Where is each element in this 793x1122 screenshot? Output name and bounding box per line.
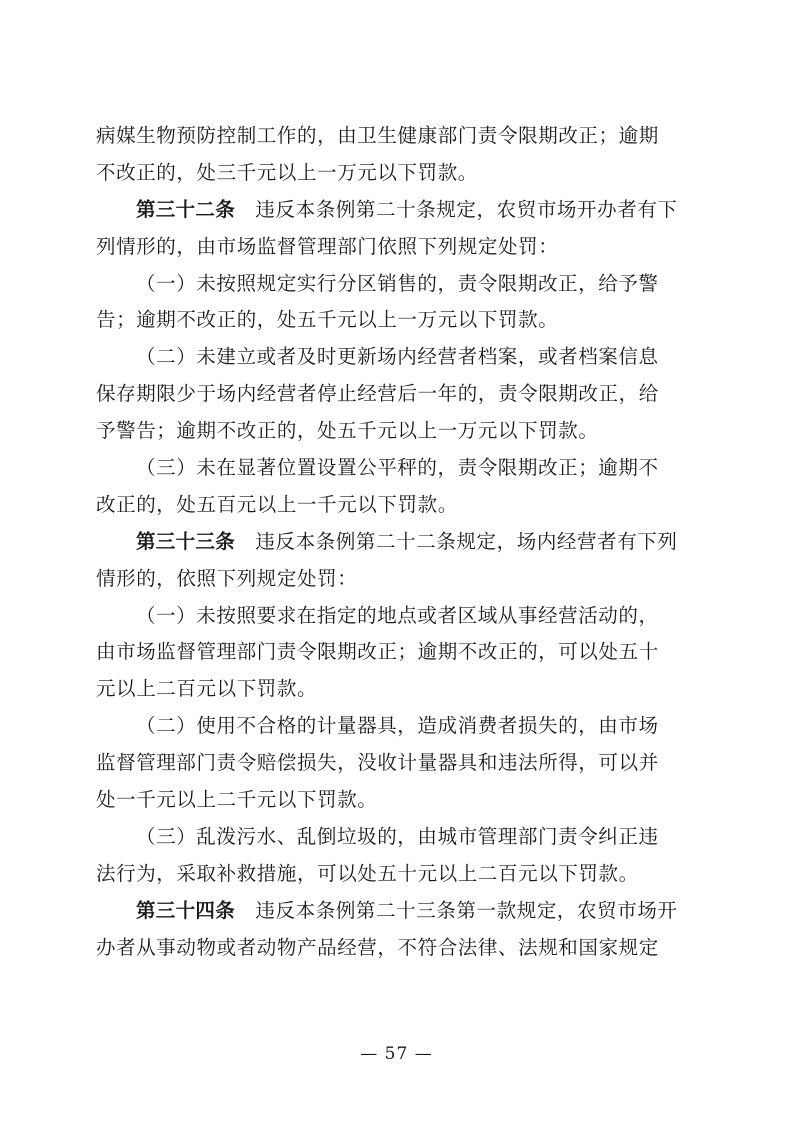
- article-33-start: [96, 524, 696, 561]
- line-text: 违反本条例第二十二条规定，场内经营者有下列: [255, 529, 678, 553]
- line-text: 不改正的，处三千元以上一万元以下罚款。: [96, 160, 478, 184]
- line-text: 违反本条例第二十条规定，农贸市场开办者有下: [255, 197, 678, 221]
- line-text: 元以上二百元以下罚款。: [96, 677, 318, 701]
- text-line: [96, 634, 696, 671]
- article-heading: 第三十二条: [136, 197, 236, 221]
- line-text: （一）未按照要求在指定的地点或者区域从事经营活动的，: [136, 603, 659, 627]
- line-text: 列情形的，由市场监督管理部门依照下列规定处罚：: [96, 234, 559, 258]
- text-line: [96, 671, 696, 708]
- article-heading: 第三十四条: [136, 898, 236, 922]
- line-text: （二）使用不合格的计量器具，造成消费者损失的，由市场: [136, 714, 659, 738]
- line-text: 由市场监督管理部门责令限期改正；逾期不改正的，可以处五十: [96, 640, 659, 664]
- text-line: [96, 819, 696, 856]
- text-line: [96, 708, 696, 745]
- text-line: [96, 266, 696, 303]
- line-text: （二）未建立或者及时更新场内经营者档案，或者档案信息: [136, 345, 659, 369]
- line-text: 告；逾期不改正的，处五千元以上一万元以下罚款。: [96, 308, 559, 332]
- text-line: [96, 782, 696, 819]
- text-line: [96, 598, 696, 635]
- line-text: （三）未在显著位置设置公平秤的，责令限期改正；逾期不: [136, 456, 659, 480]
- text-line: [96, 413, 696, 450]
- text-line: [96, 450, 696, 487]
- line-text: 保存期限少于场内经营者停止经营后一年的，责令限期改正，给: [96, 382, 659, 406]
- line-text: 予警告；逾期不改正的，处五千元以上一万元以下罚款。: [96, 419, 599, 443]
- text-line: [96, 376, 696, 413]
- line-text: 情形的，依照下列规定处罚：: [96, 566, 358, 590]
- line-text: 违反本条例第二十三条第一款规定，农贸市场开: [255, 898, 678, 922]
- article-34-start: [96, 893, 696, 930]
- line-text: （三）乱泼污水、乱倒垃圾的，由城市管理部门责令纠正违: [136, 824, 659, 848]
- text-line: [96, 856, 696, 893]
- text-line: [96, 155, 696, 192]
- text-line: [96, 339, 696, 376]
- text-line: [96, 487, 696, 524]
- text-line: [96, 302, 696, 339]
- page-number: — 57 —: [360, 1044, 433, 1064]
- article-32-start: [96, 192, 696, 229]
- line-text: 改正的，处五百元以上一千元以下罚款。: [96, 492, 458, 516]
- article-heading: 第三十三条: [136, 529, 236, 553]
- line-text: 法行为，采取补救措施，可以处五十元以上二百元以下罚款。: [96, 861, 639, 885]
- line-text: 病媒生物预防控制工作的，由卫生健康部门责令限期改正；逾期: [96, 124, 659, 147]
- body-text: [96, 118, 696, 966]
- line-text: （一）未按照规定实行分区销售的，责令限期改正，给予警: [136, 271, 659, 295]
- line-text: 监督管理部门责令赔偿损失，没收计量器具和违法所得，可以并: [96, 751, 659, 775]
- text-line: [96, 930, 696, 967]
- line-text: 处一千元以上二千元以下罚款。: [96, 788, 378, 812]
- line-text: 办者从事动物或者动物产品经营，不符合法律、法规和国家规定: [96, 935, 659, 959]
- text-line: [96, 561, 696, 598]
- text-line: [96, 118, 696, 155]
- text-line: [96, 229, 696, 266]
- text-line: [96, 745, 696, 782]
